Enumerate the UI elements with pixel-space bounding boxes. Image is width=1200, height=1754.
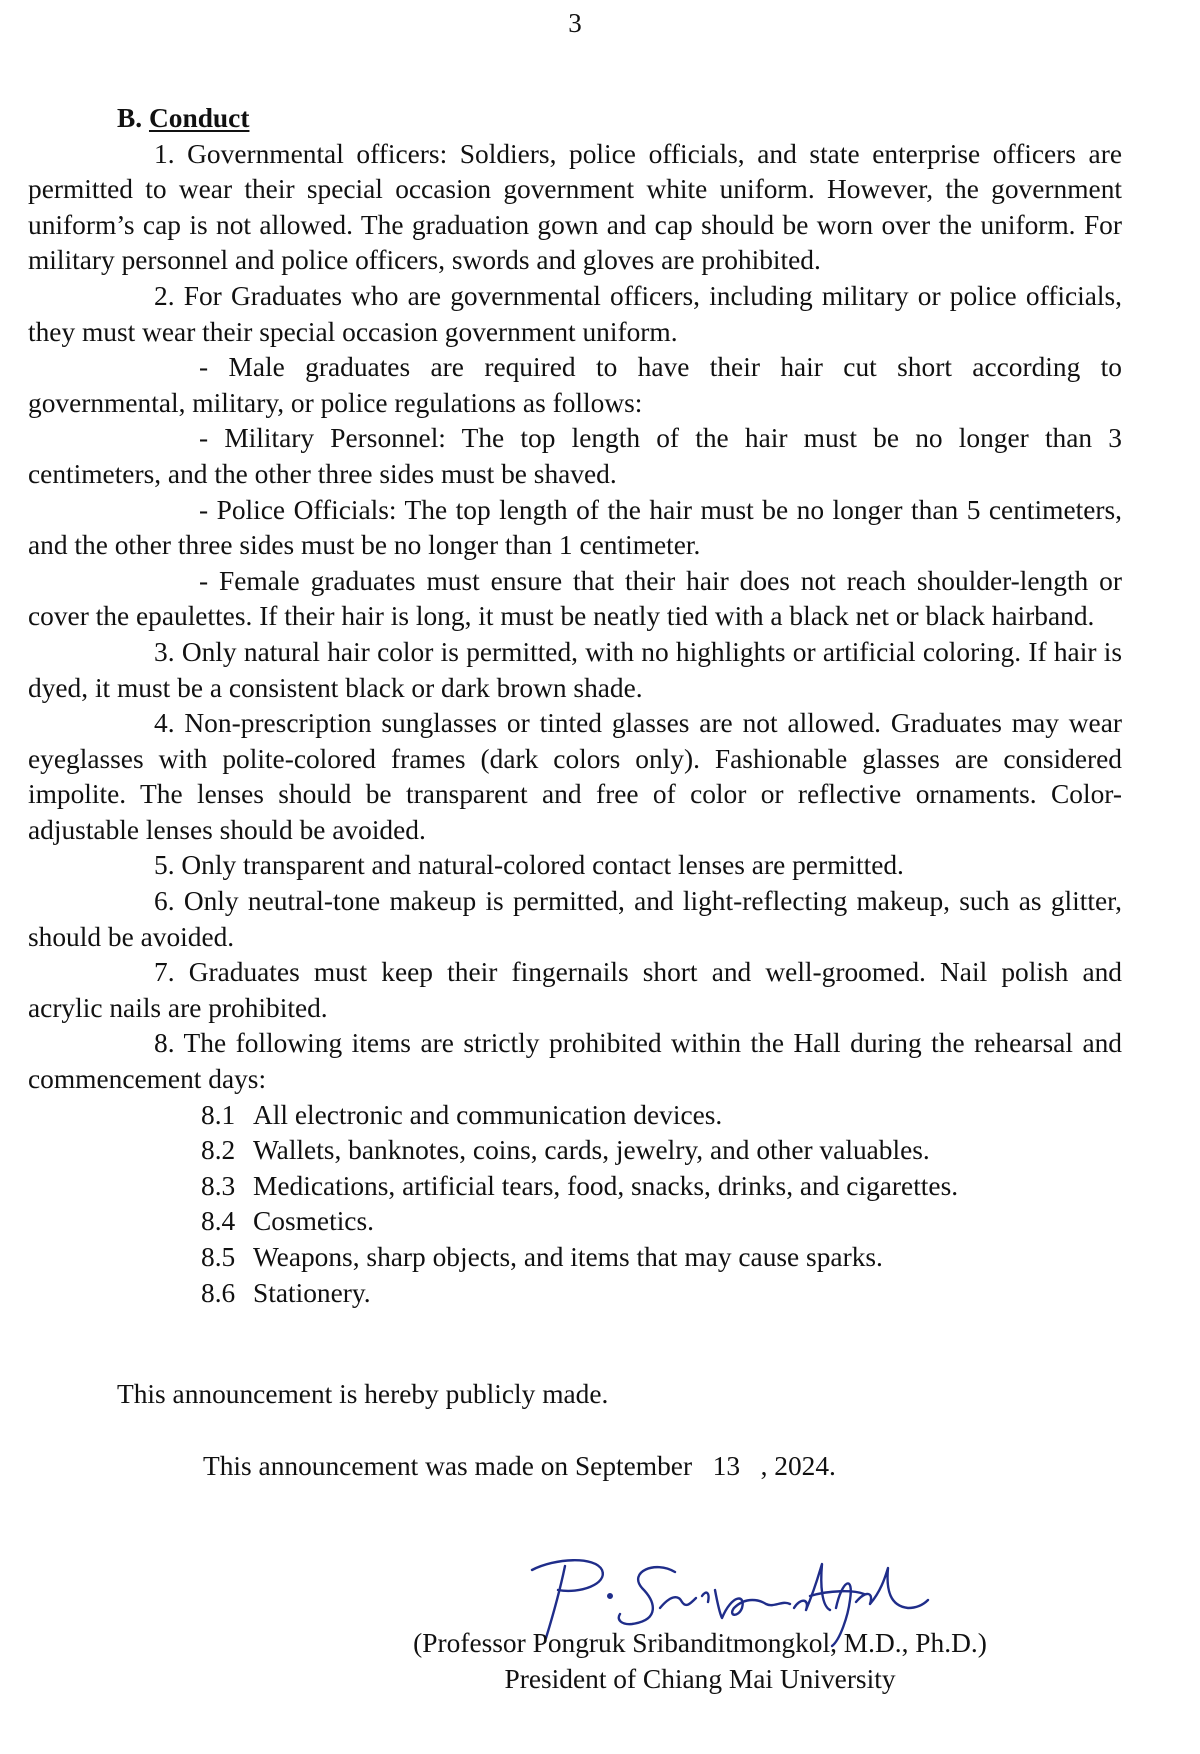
list-item-number: 8.5: [201, 1242, 236, 1272]
list-item-number: 8.4: [201, 1206, 236, 1237]
bullet-police-officials: - Police Officials: The top length of the hair must be no longer than 5 centimeters, and the other three sides must be no longer than 1 centimeter.: [28, 494, 1122, 561]
paragraph-3: 3. Only natural hair color is permitted, with no highlights or artificial coloring. If hair is dyed, it must be a consistent black or dark brown shade.: [28, 636, 1122, 703]
section-heading: [28, 101, 1122, 137]
closing-statement: This announcement is hereby publicly made.: [117, 1379, 609, 1409]
list-item-text: All electronic and communication devices.: [253, 1099, 723, 1130]
list-item-number: 8.1: [201, 1099, 236, 1130]
list-item-number: 8.6: [201, 1277, 236, 1308]
section-prefix: B.: [117, 103, 143, 133]
list-item-number: 8.3: [201, 1170, 236, 1201]
list-item: [201, 1169, 1122, 1205]
list-item: [201, 1240, 1122, 1276]
list-item: [201, 1133, 1122, 1169]
document-body: [28, 101, 1122, 1311]
list-item: [201, 1204, 1122, 1240]
announcement-date: This announcement was made on September 13 , 2024.: [203, 1451, 836, 1481]
paragraph-1: 1. Governmental officers: Soldiers, police officials, and state enterprise officers are permitted to wear their special occasion government white uniform. However, the government uniform’s cap is not allowed. The graduation gown and cap should be worn over the uniform. For military personnel and police officers, swords and gloves are prohibited.: [28, 138, 1122, 276]
page-number: 3: [568, 8, 582, 38]
bullet-male-graduates: - Male graduates are required to have their hair cut short according to governmental, military, or police regulations as follows:: [28, 352, 1122, 418]
paragraph-7: 7. Graduates must keep their fingernails short and well-groomed. Nail polish and acrylic nails are prohibited.: [28, 957, 1122, 1023]
signer-name: (Professor Pongruk Sribanditmongkol, M.D., Ph.D.): [413, 1628, 987, 1658]
bullet-female-graduates: - Female graduates must ensure that their hair does not reach shoulder-length or cover the epaulettes. If their hair is long, it must be neatly tied with a black net or black hairband.: [28, 565, 1122, 632]
paragraph-6: 6. Only neutral-tone makeup is permitted, and light-reflecting makeup, such as glitter, should be avoided.: [28, 886, 1122, 952]
list-item: [201, 1098, 1122, 1134]
signer-title: President of Chiang Mai University: [504, 1664, 896, 1694]
paragraph-2: 2. For Graduates who are governmental officers, including military or police officials, they must wear their special occasion government uniform.: [28, 280, 1122, 347]
list-item-number: 8.2: [201, 1135, 236, 1166]
paragraph-5: 5. Only transparent and natural-colored contact lenses are permitted.: [154, 850, 904, 881]
list-item-text: Cosmetics.: [253, 1206, 374, 1237]
list-item-text: Wallets, banknotes, coins, cards, jewelry, and other valuables.: [253, 1135, 930, 1166]
list-item-text: Weapons, sharp objects, and items that may cause sparks.: [253, 1242, 883, 1272]
bullet-military-personnel: - Military Personnel: The top length of the hair must be no longer than 3 centimeters, and the other three sides must be shaved.: [28, 423, 1122, 489]
list-item-text: Medications, artificial tears, food, snacks, drinks, and cigarettes.: [253, 1170, 959, 1201]
section-title: Conduct: [148, 103, 250, 133]
list-item-text: Stationery.: [253, 1277, 371, 1308]
list-item: [201, 1276, 1122, 1312]
paragraph-8: 8. The following items are strictly prohibited within the Hall during the rehearsal and commencement days:: [28, 1028, 1122, 1095]
prohibited-items-list: [28, 1098, 1122, 1312]
paragraph-4: 4. Non-prescription sunglasses or tinted glasses are not allowed. Graduates may wear eyeglasses with polite-colored frames (dark colors only). Fashionable glasses are considered impolite. The lenses should be transparent and free of color or reflective ornaments. Color-adjustable lenses should be avoided.: [28, 708, 1122, 845]
